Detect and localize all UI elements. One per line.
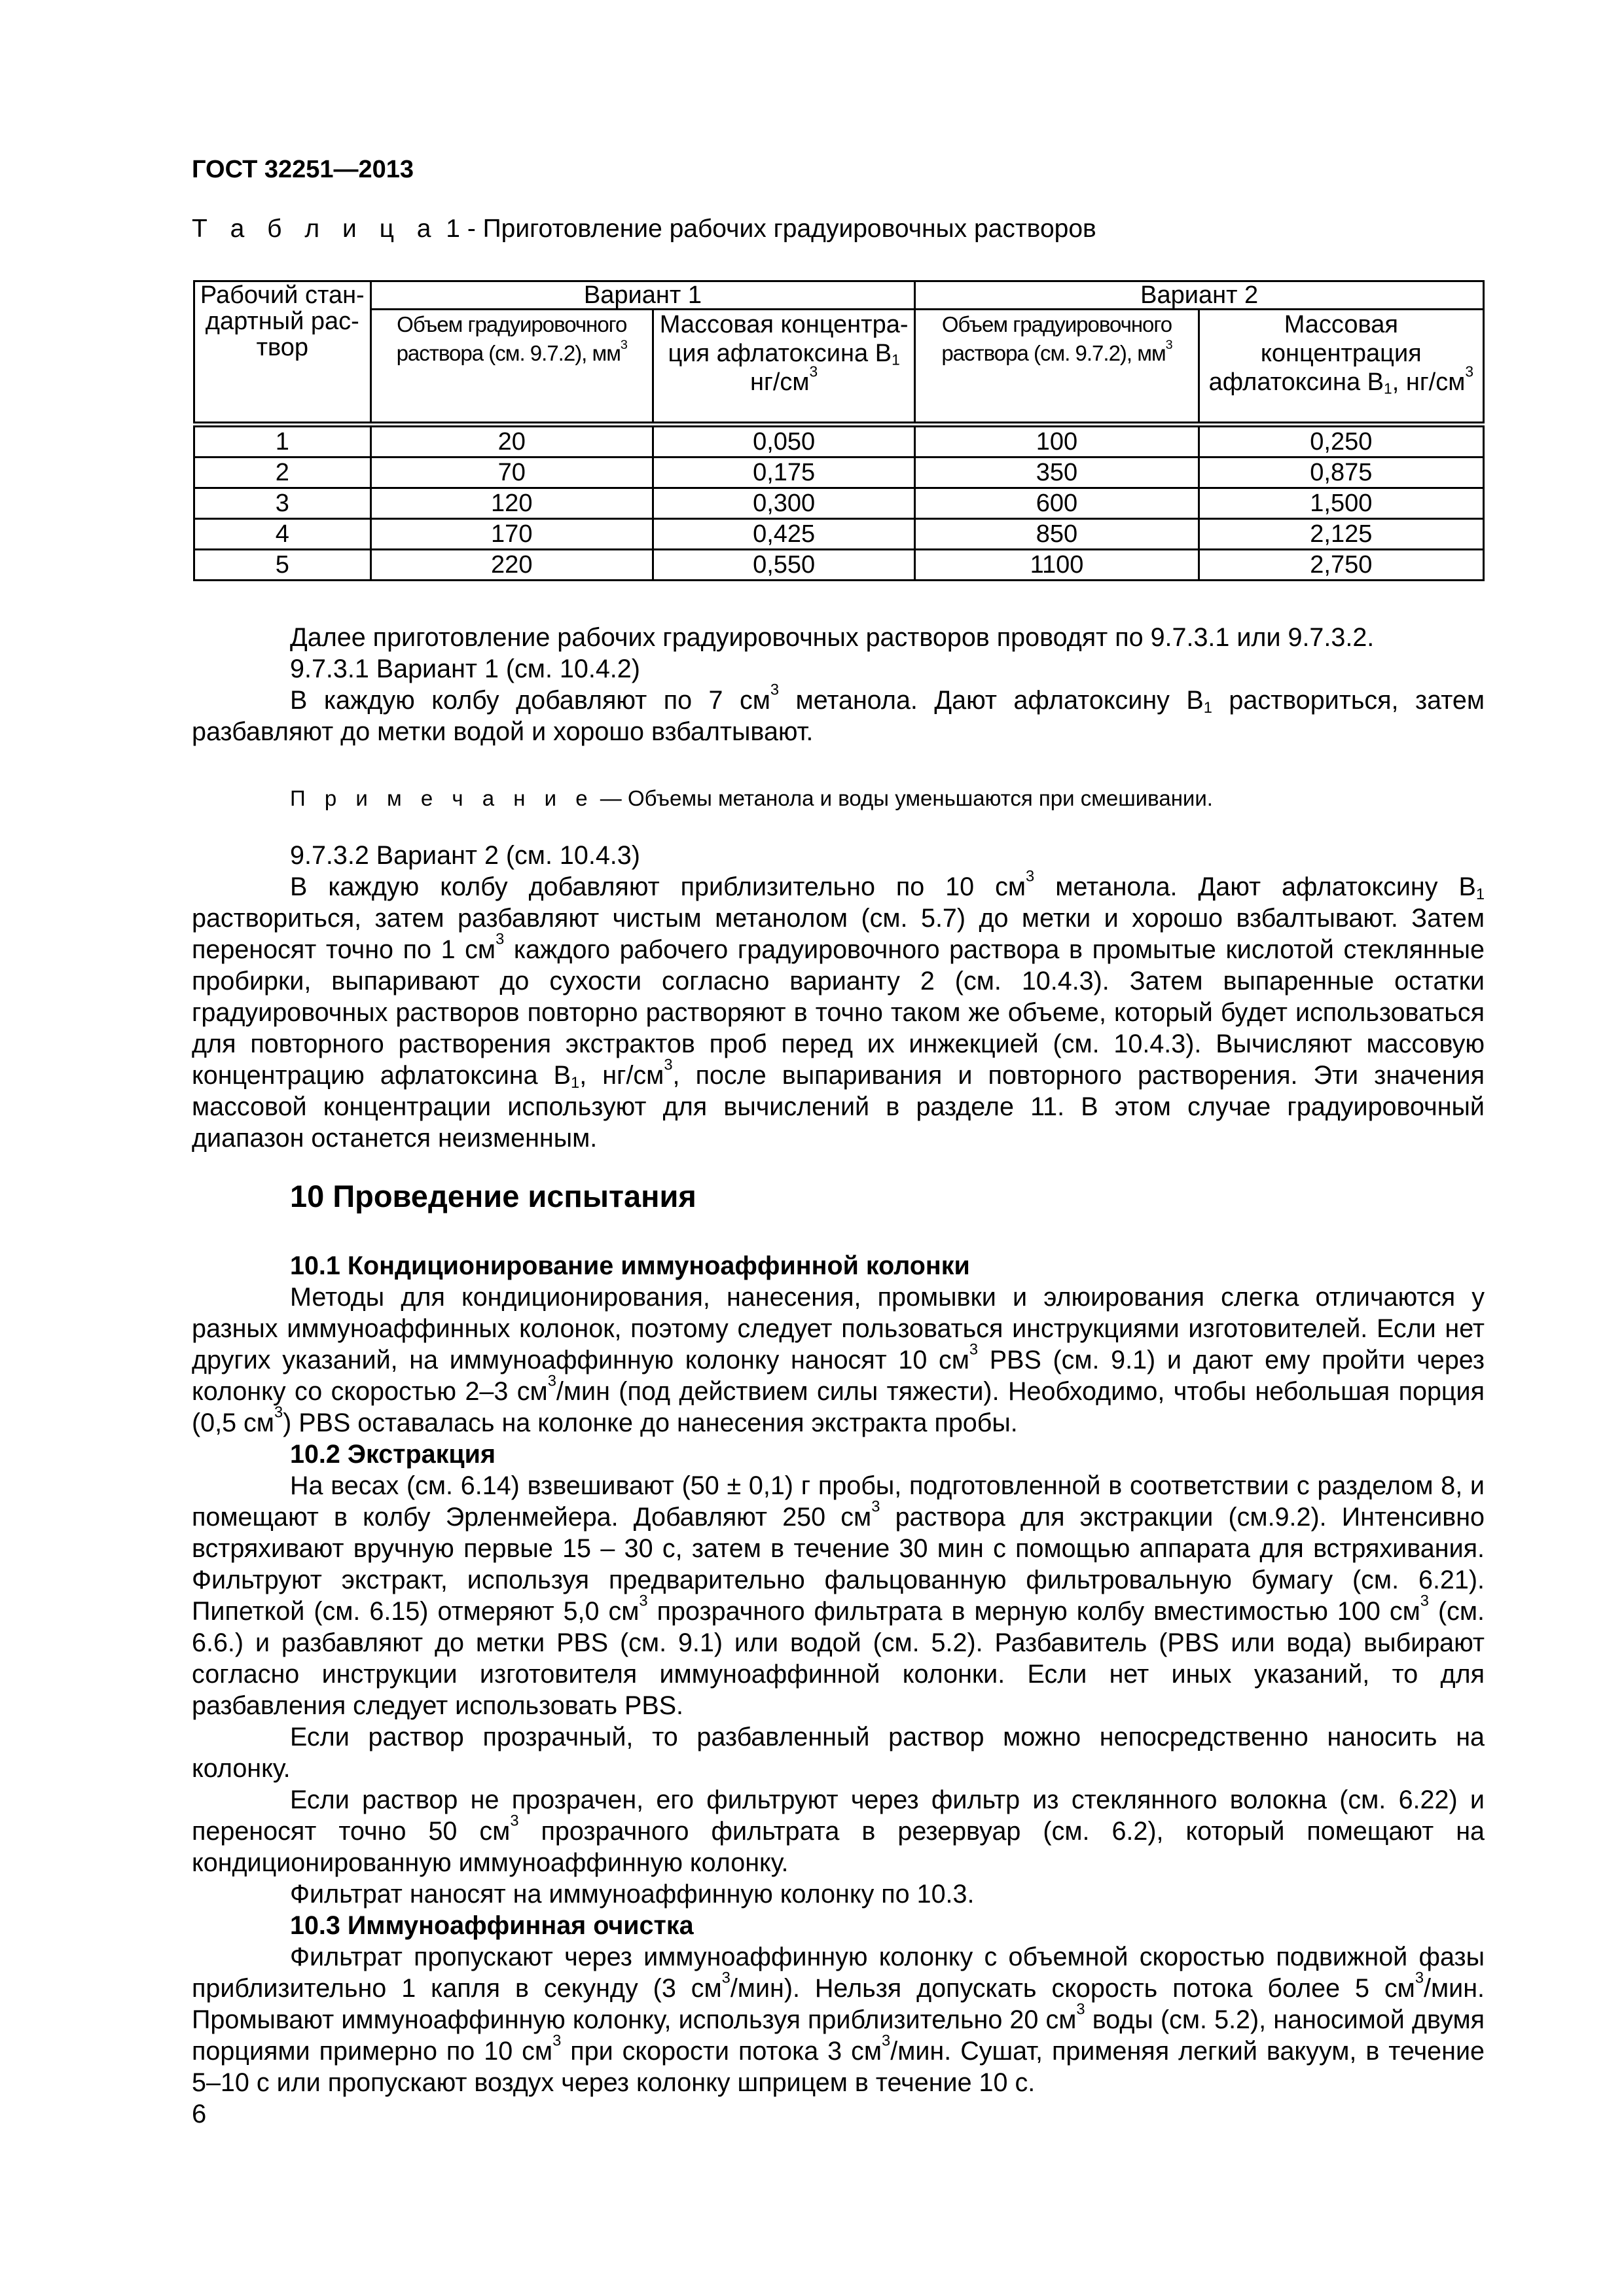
page-number: 6 <box>192 2100 207 2128</box>
header-v1-conc-unit: нг/см <box>750 368 810 396</box>
text: (см. 6.6.) и разбавляют до метки PBS (см. 9.1) или водой (см. 5.2). Разбавитель (PBS или вода) выбирают согласно инструкции изготовителя иммуноаффинной колонки. Если нет иных указаний, то для разбавления следует использовать PBS. <box>192 1597 1485 1720</box>
cell-v2-volume: 1100 <box>915 550 1199 581</box>
note <box>192 785 1485 812</box>
paragraph-10-1 <box>192 1282 1485 1439</box>
cell-v1-conc: 0,550 <box>653 550 914 581</box>
subsection-title-9-7-3-1: 9.7.3.1 Вариант 1 (см. 10.4.2) <box>290 655 640 683</box>
section-10-heading-block <box>192 1178 1485 1215</box>
section-9-7-3-2 <box>192 840 1485 1154</box>
text: PBS (см. 9.1) и дают ему пройти через колонку со скоростью 2–3 см <box>192 1346 1485 1406</box>
subsection-title-9-7-3-2: 9.7.3.2 Вариант 2 (см. 10.4.3) <box>290 841 640 870</box>
superscript: 3 <box>1465 363 1474 380</box>
cell-std: 4 <box>194 519 371 550</box>
note-label: П р и м е ч а н и е <box>290 786 594 810</box>
subscript: 1 <box>1203 699 1212 717</box>
table-header-row <box>194 281 1484 310</box>
table-subheader-row <box>194 310 1484 425</box>
section-title-10: 10 Проведение испытания <box>290 1179 696 1213</box>
superscript: 3 <box>721 1969 731 1987</box>
table-caption-prefix: Т а б л и ц а <box>192 215 439 243</box>
text: , нг/см <box>579 1061 664 1090</box>
paragraph-variant-2 <box>192 868 1485 1154</box>
superscript: 3 <box>547 1372 556 1390</box>
table-row <box>194 457 1484 488</box>
text: Фильтрат пропускают через иммуноаффинную колонку с объемной скоростью подвижной фазы приблизительно 1 капля в секунду (3 см <box>192 1943 1485 2003</box>
section-9-7-3 <box>192 622 1485 747</box>
table-row <box>194 488 1484 519</box>
text: , после выпаривания и повторного растворения. Эти значения массовой концентрации используют для вычислений в разделе 11. В этом случае градуировочный диапазон останется неизменным. <box>192 1061 1485 1153</box>
text: метанола. Дают афлатоксину B <box>1034 872 1476 901</box>
table-row <box>194 550 1484 581</box>
cell-v1-conc: 0,050 <box>653 425 914 457</box>
header-v1-conc-text: Массовая концентра-ция афлатоксина B <box>659 311 909 367</box>
superscript: 3 <box>552 2032 562 2050</box>
superscript: 3 <box>1165 338 1172 353</box>
superscript: 3 <box>1076 2001 1085 2018</box>
table-row <box>194 425 1484 457</box>
text: раствориться, затем разбавляют до метки водой и хорошо взбалтывают. <box>192 686 1485 746</box>
superscript: 3 <box>809 363 818 380</box>
paragraph-10-3 <box>192 1941 1485 2098</box>
paragraph-variant-1 <box>192 681 1485 747</box>
subscript: 1 <box>892 351 900 368</box>
subscript: 1 <box>571 1074 580 1092</box>
text: раствориться, затем разбавляют чистым метанолом (см. 5.7) до метки и хорошо взбалтывают. Затем переносят точно по 1 см <box>192 904 1485 964</box>
table-caption-number: 1 <box>446 215 460 243</box>
text: На весах (см. 6.14) взвешивают (50 ± 0,1) г пробы, подготовленной в соответствии с разделом 8, и помещают в колбу Эрленмейера. Добавляют 250 см <box>192 1471 1485 1532</box>
cell-v1-conc: 0,175 <box>653 457 914 488</box>
superscript: 3 <box>510 1812 519 1830</box>
text: ) PBS оставалась на колонке до нанесения экстракта пробы. <box>283 1408 1018 1437</box>
header-v1-volume <box>370 310 653 425</box>
text: Методы для кондиционирования, нанесения, промывки и элюирования слегка отличаются у разных иммуноаффинных колонок, поэтому следует пользоваться инструкциями изготовителей. Если нет других указаний, на иммуноаффинную колонку наносят 10 см <box>192 1283 1485 1374</box>
superscript: 3 <box>274 1404 283 1422</box>
text: Если раствор не прозрачен, его фильтруют через фильтр из стеклянного волокна (см. 6.22) и переносят точно 50 см <box>192 1785 1485 1846</box>
header-v1-concentration <box>653 310 914 425</box>
cell-v1-volume: 70 <box>370 457 653 488</box>
cell-std: 5 <box>194 550 371 581</box>
header-v2-conc-unit: , нг/см <box>1392 368 1466 396</box>
subsection-title-10-2: 10.2 Экстракция <box>290 1440 496 1469</box>
text: /мин (под действием силы тяжести). Необходимо, чтобы небольшая порция (0,5 см <box>192 1377 1485 1437</box>
text: прозрачного фильтрата в мерную колбу вместимостью 100 см <box>647 1597 1420 1626</box>
section-10-body <box>192 1250 1485 2098</box>
cell-v2-volume: 850 <box>915 519 1199 550</box>
cell-v1-volume: 20 <box>370 425 653 457</box>
superscript: 3 <box>882 2032 891 2050</box>
text: /мин). Нельзя допускать скорость потока более 5 см <box>730 1974 1415 2003</box>
text: прозрачного фильтрата в резервуар (см. 6.2), который помещают на кондиционированную иммуноаффинную колонку. <box>192 1817 1485 1877</box>
cell-v1-volume: 220 <box>370 550 653 581</box>
cell-v2-conc: 0,250 <box>1199 425 1483 457</box>
subsection-title-10-1: 10.1 Кондиционирование иммуноаффинной колонки <box>290 1251 970 1280</box>
superscript: 3 <box>639 1592 648 1610</box>
superscript: 3 <box>1026 868 1035 886</box>
superscript: 3 <box>1415 1969 1424 1987</box>
paragraph-intro: Далее приготовление рабочих градуировочных растворов проводят по 9.7.3.1 или 9.7.3.2. <box>290 623 1375 652</box>
superscript: 3 <box>664 1056 673 1074</box>
calibration-solutions-table <box>193 280 1485 581</box>
header-v2-concentration <box>1199 310 1483 425</box>
cell-v2-conc: 0,875 <box>1199 457 1483 488</box>
text: при скорости потока 3 см <box>561 2037 882 2066</box>
cell-v2-conc: 1,500 <box>1199 488 1483 519</box>
superscript: 3 <box>871 1498 880 1516</box>
text: /мин. Промывают иммуноаффинную колонку, используя приблизительно 20 см <box>192 1974 1485 2034</box>
cell-v2-volume: 600 <box>915 488 1199 519</box>
document-code: ГОСТ 32251—2013 <box>192 156 414 183</box>
superscript: 3 <box>1420 1592 1429 1610</box>
superscript: 3 <box>620 338 627 353</box>
text: раствора для экстракции (см.9.2). Интенсивно встряхивают вручную первые 15 – 30 с, затем в течение 30 мин с помощью аппарата для встряхивания. Фильтруют экстракт, используя предварительно фальцованную фильтровальную бумагу (см. 6.21). Пипеткой (см. 6.15) отмеряют 5,0 см <box>192 1503 1485 1626</box>
note-text: — Объемы метанола и воды уменьшаются при смешивании. <box>594 786 1213 810</box>
cell-std: 3 <box>194 488 371 519</box>
table-caption <box>192 215 1096 243</box>
text: воды (см. 5.2), наносимой двумя порциями примерно по 10 см <box>192 2005 1485 2066</box>
cell-std: 2 <box>194 457 371 488</box>
cell-v1-volume: 170 <box>370 519 653 550</box>
header-v2-volume-text: Объем градуировочного раствора (см. 9.7.2), мм <box>941 312 1172 365</box>
paragraph-10-2-3 <box>192 1784 1485 1878</box>
header-variant-2: Вариант 2 <box>915 281 1484 310</box>
cell-v2-conc: 2,125 <box>1199 519 1483 550</box>
header-v2-conc-text: Массовая концентрация афлатоксина B <box>1208 311 1422 396</box>
text: метанола. Дают афлатоксину B <box>779 686 1204 715</box>
header-v2-volume <box>915 310 1199 425</box>
superscript: 3 <box>969 1341 979 1359</box>
text: В каждую колбу добавляют по 7 см <box>290 686 770 715</box>
header-working-standard: Рабочий стан-дартный рас-твор <box>194 281 371 425</box>
cell-v1-conc: 0,425 <box>653 519 914 550</box>
subsection-title-10-3: 10.3 Иммуноаффинная очистка <box>290 1911 694 1940</box>
cell-v1-conc: 0,300 <box>653 488 914 519</box>
text: В каждую колбу добавляют приблизительно по 10 см <box>290 872 1026 901</box>
cell-v2-conc: 2,750 <box>1199 550 1483 581</box>
table-caption-text: - Приготовление рабочих градуировочных растворов <box>467 215 1096 243</box>
superscript: 3 <box>496 931 505 948</box>
paragraph-10-2-4: Фильтрат наносят на иммуноаффинную колонку по 10.3. <box>290 1880 975 1909</box>
text: каждого рабочего градуировочного раствора в промытые кислотой стеклянные пробирки, выпаривают до сухости согласно варианту 2 (см. 10.4.3). Затем выпаренные остатки градуировочных растворов повторно растворяют в точно таком же объеме, который будет использоваться для повторного растворения экстрактов проб перед их инжекцией (см. 10.4.3). Вычисляют массовую концентрацию афлатоксина B <box>192 935 1485 1090</box>
cell-v2-volume: 100 <box>915 425 1199 457</box>
note-block <box>192 785 1485 812</box>
paragraph-10-2-2: Если раствор прозрачный, то разбавленный раствор можно непосредственно наносить на колонку. <box>192 1723 1485 1783</box>
subscript: 1 <box>1384 380 1392 397</box>
cell-std: 1 <box>194 425 371 457</box>
subscript: 1 <box>1475 886 1485 903</box>
cell-v1-volume: 120 <box>370 488 653 519</box>
cell-v2-volume: 350 <box>915 457 1199 488</box>
header-v1-volume-text: Объем градуировочного раствора (см. 9.7.2), мм <box>396 312 627 365</box>
superscript: 3 <box>770 681 780 699</box>
paragraph-10-2-1 <box>192 1470 1485 1721</box>
text: /мин. Сушат, применяя легкий вакуум, в течение 5–10 с или пропускают воздух через колонку шприцем в течение 10 с. <box>192 2037 1485 2097</box>
header-variant-1: Вариант 1 <box>370 281 915 310</box>
table-row <box>194 519 1484 550</box>
